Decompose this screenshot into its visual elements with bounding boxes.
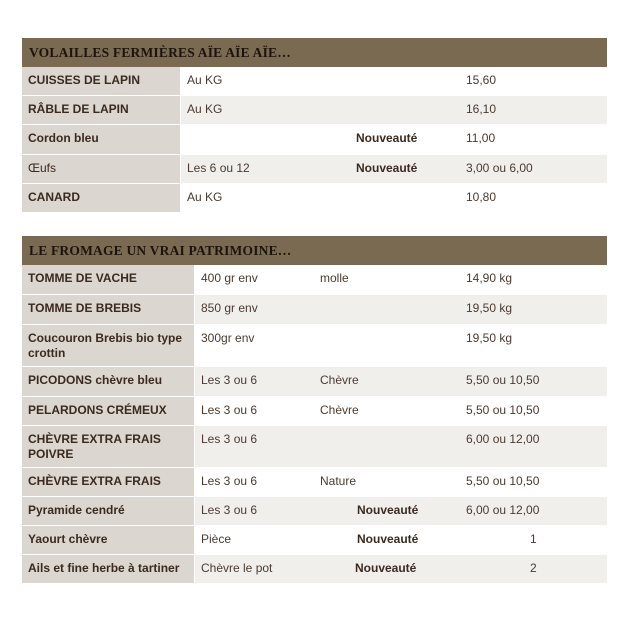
table-row (22, 125, 607, 155)
row-values (181, 67, 607, 95)
price: 19,50 kg (466, 301, 513, 315)
quantity: Les 6 ou 12 (187, 161, 250, 175)
row-values (181, 155, 607, 183)
product-name: CHÈVRE EXTRA FRAIS POIVRE (22, 426, 195, 467)
row-values (195, 426, 607, 467)
section-volailles (22, 38, 607, 213)
product-name: PELARDONS CRÉMEUX (22, 397, 195, 425)
section-title: LE FROMAGE UN VRAI PATRIMOINE… (22, 236, 607, 265)
new-badge: Nouveauté (356, 161, 418, 175)
price: 1 (530, 532, 537, 546)
price: 5,50 ou 10,50 (466, 403, 540, 417)
price: 19,50 kg (466, 331, 513, 345)
price: 2 (530, 561, 537, 575)
table-row (22, 426, 607, 468)
product-name: Yaourt chèvre (22, 526, 195, 554)
table-row (22, 155, 607, 184)
table-row (22, 367, 607, 397)
product-name: CANARD (22, 184, 181, 212)
product-name: Pyramide cendré (22, 497, 195, 525)
cheese-type: Chèvre (320, 373, 359, 387)
product-name: Coucouron Brebis bio type crottin (22, 325, 195, 366)
price: 10,80 (466, 190, 497, 204)
product-name: TOMME DE BREBIS (22, 295, 195, 324)
row-values (195, 397, 607, 425)
table-row (22, 295, 607, 325)
table-row (22, 468, 607, 497)
price: 3,00 ou 6,00 (466, 161, 533, 175)
row-values (195, 526, 607, 554)
table-row (22, 96, 607, 125)
price: 15,60 (466, 73, 497, 87)
price: 5,50 ou 10,50 (466, 474, 540, 488)
price: 6,00 ou 12,00 (466, 503, 540, 517)
table-row (22, 184, 607, 213)
price: 14,90 kg (466, 271, 513, 285)
product-name: TOMME DE VACHE (22, 265, 195, 294)
quantity: Au KG (187, 102, 223, 116)
product-name: CHÈVRE EXTRA FRAIS (22, 468, 195, 496)
product-name: Cordon bleu (22, 125, 181, 154)
new-badge: Nouveauté (357, 532, 419, 546)
row-values (195, 325, 607, 366)
row-values (195, 555, 607, 583)
table-row (22, 67, 607, 96)
table-row (22, 526, 607, 555)
row-values (181, 184, 607, 212)
row-values (181, 125, 607, 154)
quantity: Les 3 ou 6 (201, 373, 258, 387)
cheese-type: Chèvre (320, 403, 359, 417)
new-badge: Nouveauté (357, 503, 419, 517)
table-row (22, 555, 607, 584)
cheese-type: Nature (320, 474, 357, 488)
quantity: Au KG (187, 73, 223, 87)
row-values (195, 295, 607, 324)
quantity: 300gr env (201, 331, 255, 345)
table-row (22, 397, 607, 426)
section-title: VOLAILLES FERMIÈRES AÏE AÏE AÏE… (22, 38, 607, 67)
price: 11,00 (466, 131, 496, 145)
row-values (195, 468, 607, 496)
price: 16,10 (466, 102, 497, 116)
product-name: PICODONS chèvre bleu (22, 367, 195, 396)
row-values (195, 265, 607, 294)
quantity: 850 gr env (201, 301, 258, 315)
cheese-type: molle (320, 271, 349, 285)
table-row (22, 497, 607, 526)
row-values (195, 497, 607, 525)
table-row (22, 265, 607, 295)
row-values (181, 96, 607, 124)
price: 5,50 ou 10,50 (466, 373, 540, 387)
quantity: Pièce (201, 532, 232, 546)
price: 6,00 ou 12,00 (466, 432, 540, 446)
table-row (22, 325, 607, 367)
quantity: Les 3 ou 6 (201, 503, 258, 517)
quantity: Au KG (187, 190, 223, 204)
quantity: Les 3 ou 6 (201, 474, 258, 488)
row-values (195, 367, 607, 396)
product-name: Ails et fine herbe à tartiner (22, 555, 195, 583)
product-name: RÂBLE DE LAPIN (22, 96, 181, 124)
product-name: CUISSES DE LAPIN (22, 67, 181, 95)
quantity: Chèvre le pot (201, 561, 273, 575)
quantity: 400 gr env (201, 271, 258, 285)
quantity: Les 3 ou 6 (201, 432, 258, 446)
section-fromage (22, 236, 607, 584)
new-badge: Nouveauté (355, 561, 417, 575)
product-name: Œufs (22, 155, 181, 183)
new-badge: Nouveauté (356, 131, 418, 145)
quantity: Les 3 ou 6 (201, 403, 258, 417)
